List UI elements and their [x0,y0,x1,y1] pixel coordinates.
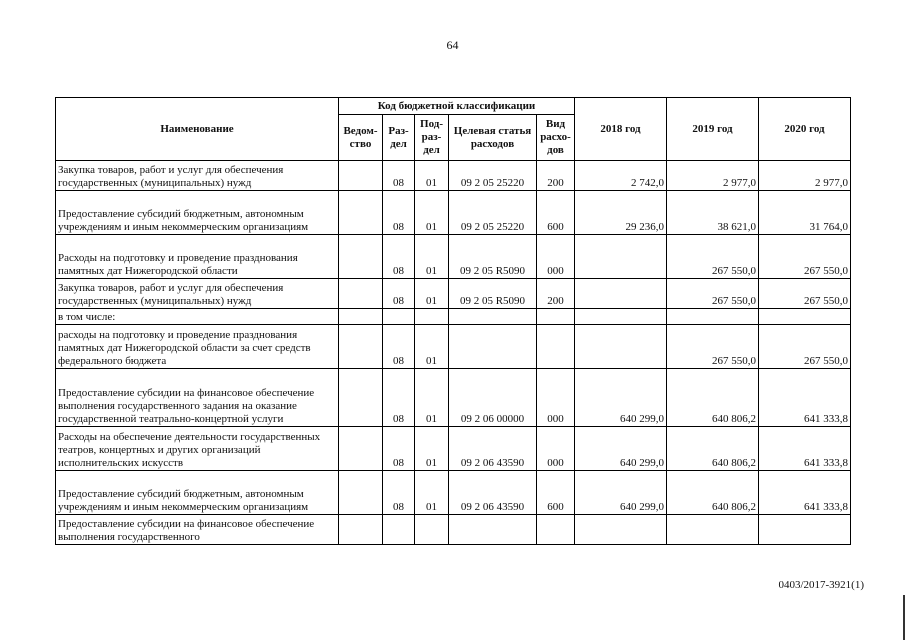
header-section: Раз-дел [383,115,415,161]
row-section: 08 [383,369,415,427]
page-number: 64 [446,38,459,52]
row-section: 08 [383,161,415,191]
table-row [56,325,851,369]
header-subsection: Под-раз-дел [415,115,449,161]
row-subsection: 01 [415,369,449,427]
row-2019: 267 550,0 [667,235,759,279]
table-row [56,235,851,279]
header-dept: Ведом-ство [339,115,383,161]
row-section: 08 [383,279,415,309]
row-2019 [667,515,759,545]
row-name: Предоставление субсидий бюджетным, автономным учреждениям и иным некоммерческим организациям [56,191,339,235]
table-row [56,471,851,515]
row-dept [339,279,383,309]
row-dept [339,427,383,471]
table-row [56,161,851,191]
header-2020: 2020 год [759,98,851,161]
row-2019: 38 621,0 [667,191,759,235]
row-2020 [759,309,851,325]
table-row [56,427,851,471]
row-subsection [415,309,449,325]
row-name: расходы на подготовку и проведение празднования памятных дат Нижегородской области за счет средств федерального бюджета [56,325,339,369]
row-kind: 600 [537,191,575,235]
row-dept [339,515,383,545]
row-target: 09 2 05 25220 [449,191,537,235]
row-section: 08 [383,325,415,369]
row-2018: 640 299,0 [575,471,667,515]
row-target: 09 2 05 R5090 [449,235,537,279]
row-name: Расходы на обеспечение деятельности государственных театров, концертных и других организаций исполнительских искусств [56,427,339,471]
row-2019: 640 806,2 [667,471,759,515]
row-name: Предоставление субсидии на финансовое обеспечение выполнения государственного задания на оказание государственной театрально-концертной услуги [56,369,339,427]
row-2020: 2 977,0 [759,161,851,191]
document-code: 0403/2017-3921(1) [778,579,864,591]
table-row [56,191,851,235]
table-row [56,309,851,325]
row-2019: 267 550,0 [667,279,759,309]
row-2018: 2 742,0 [575,161,667,191]
row-target: 09 2 05 25220 [449,161,537,191]
row-2020 [759,515,851,545]
header-target: Целевая статья расходов [449,115,537,161]
row-2020: 641 333,8 [759,471,851,515]
row-subsection: 01 [415,427,449,471]
row-subsection: 01 [415,279,449,309]
row-name: Предоставление субсидии на финансовое обеспечение выполнения государственного [56,515,339,545]
row-kind: 200 [537,279,575,309]
row-2020: 267 550,0 [759,325,851,369]
row-2018: 640 299,0 [575,369,667,427]
row-section [383,309,415,325]
row-2020: 31 764,0 [759,191,851,235]
row-kind: 000 [537,369,575,427]
row-target [449,515,537,545]
row-dept [339,161,383,191]
row-2018 [575,309,667,325]
header-2018: 2018 год [575,98,667,161]
row-kind [537,309,575,325]
budget-table [55,97,851,545]
row-subsection: 01 [415,191,449,235]
table-header [56,98,851,161]
row-dept [339,309,383,325]
row-subsection: 01 [415,471,449,515]
row-2019: 267 550,0 [667,325,759,369]
header-name: Наименование [56,98,339,161]
row-2018: 29 236,0 [575,191,667,235]
row-subsection [415,515,449,545]
row-section: 08 [383,235,415,279]
row-subsection: 01 [415,161,449,191]
row-name: Расходы на подготовку и проведение празднования памятных дат Нижегородской области [56,235,339,279]
header-2019: 2019 год [667,98,759,161]
row-kind [537,515,575,545]
row-subsection: 01 [415,325,449,369]
row-target [449,325,537,369]
row-kind: 000 [537,235,575,279]
row-section [383,515,415,545]
row-2020: 267 550,0 [759,235,851,279]
row-2019: 640 806,2 [667,369,759,427]
row-subsection: 01 [415,235,449,279]
header-kind: Вид расхо-дов [537,115,575,161]
table-row [56,515,851,545]
row-kind: 000 [537,427,575,471]
row-2020: 267 550,0 [759,279,851,309]
row-name: в том числе: [56,309,339,325]
row-section: 08 [383,427,415,471]
row-dept [339,325,383,369]
table-row [56,369,851,427]
row-target: 09 2 06 00000 [449,369,537,427]
row-2019 [667,309,759,325]
row-target: 09 2 06 43590 [449,471,537,515]
row-target: 09 2 05 R5090 [449,279,537,309]
row-section: 08 [383,471,415,515]
row-2018 [575,279,667,309]
row-kind: 200 [537,161,575,191]
row-2020: 641 333,8 [759,427,851,471]
row-2019: 2 977,0 [667,161,759,191]
row-2020: 641 333,8 [759,369,851,427]
row-name: Предоставление субсидий бюджетным, автономным учреждениям и иным некоммерческим организациям [56,471,339,515]
row-section: 08 [383,191,415,235]
row-2018: 640 299,0 [575,427,667,471]
row-2018 [575,515,667,545]
row-2019: 640 806,2 [667,427,759,471]
row-2018 [575,325,667,369]
row-dept [339,235,383,279]
row-2018 [575,235,667,279]
row-dept [339,191,383,235]
row-dept [339,369,383,427]
row-target [449,309,537,325]
row-name: Закупка товаров, работ и услуг для обеспечения государственных (муниципальных) нужд [56,279,339,309]
row-kind [537,325,575,369]
row-dept [339,471,383,515]
row-name: Закупка товаров, работ и услуг для обеспечения государственных (муниципальных) нужд [56,161,339,191]
row-kind: 600 [537,471,575,515]
header-budget-code: Код бюджетной классификации [339,98,575,115]
table-row [56,279,851,309]
row-target: 09 2 06 43590 [449,427,537,471]
